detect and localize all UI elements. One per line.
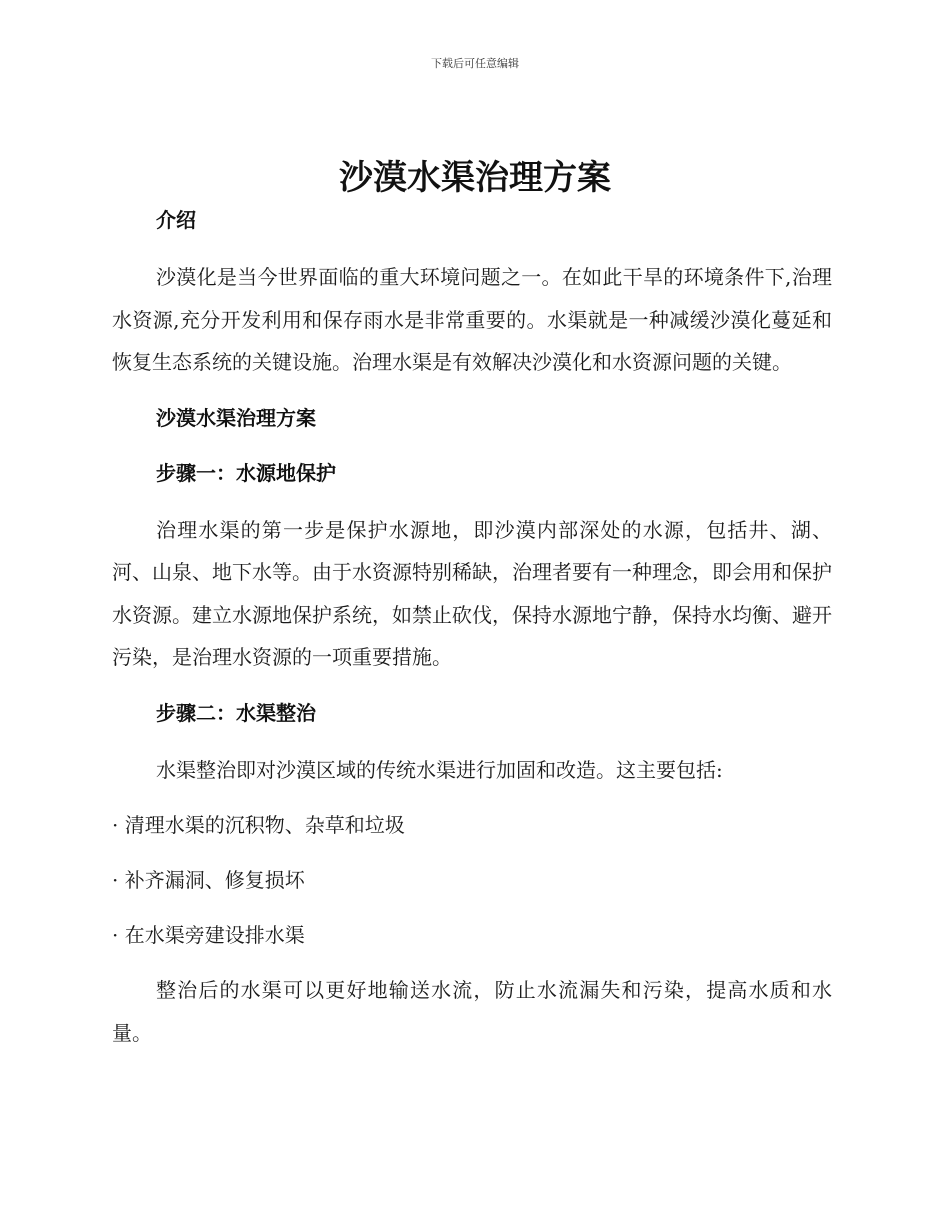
step1-paragraph: 治理水渠的第一步是保护水源地，即沙漠内部深处的水源，包括井、湖、河、山泉、地下水等。由于水资源特别稀缺，治理者要有一种理念，即会用和保护水资源。建立水源地保护系统，如禁止砍伐，保持水源地宁静，保持水均衡、避开污染，是治理水资源的一项重要措施。 — [112, 517, 832, 669]
step2-paragraph: 水渠整治即对沙漠区域的传统水渠进行加固和改造。这主要包括: — [156, 757, 723, 782]
bullet-item-2: · 补齐漏洞、修复损坏 — [112, 868, 305, 892]
bullet-item-1: · 清理水渠的沉积物、杂草和垃圾 — [112, 813, 405, 837]
section-heading-plan: 沙漠水渠治理方案 — [156, 405, 316, 430]
document-title: 沙漠水渠治理方案 — [339, 158, 611, 198]
section-heading-intro: 介绍 — [156, 208, 196, 232]
intro-paragraph: 沙漠化是当今世界面临的重大环境问题之一。在如此干旱的环境条件下,治理水资源,充分开发利用和保存雨水是非常重要的。水渠就是一种减缓沙漠化蔓延和恢复生态系统的关键设施。治理水渠是有效解决沙漠化和水资源问题的关键。 — [112, 265, 832, 374]
step2-conclusion-paragraph: 整治后的水渠可以更好地输送水流，防止水流漏失和污染，提高水质和水量。 — [112, 978, 832, 1045]
bullet-item-3: · 在水渠旁建设排水渠 — [112, 923, 305, 947]
section-heading-step1: 步骤一：水源地保护 — [156, 460, 336, 485]
section-heading-step2: 步骤二：水渠整治 — [156, 700, 316, 725]
header-note: 下载后可任意编辑 — [431, 57, 519, 70]
document-body — [112, 205, 832, 1054]
